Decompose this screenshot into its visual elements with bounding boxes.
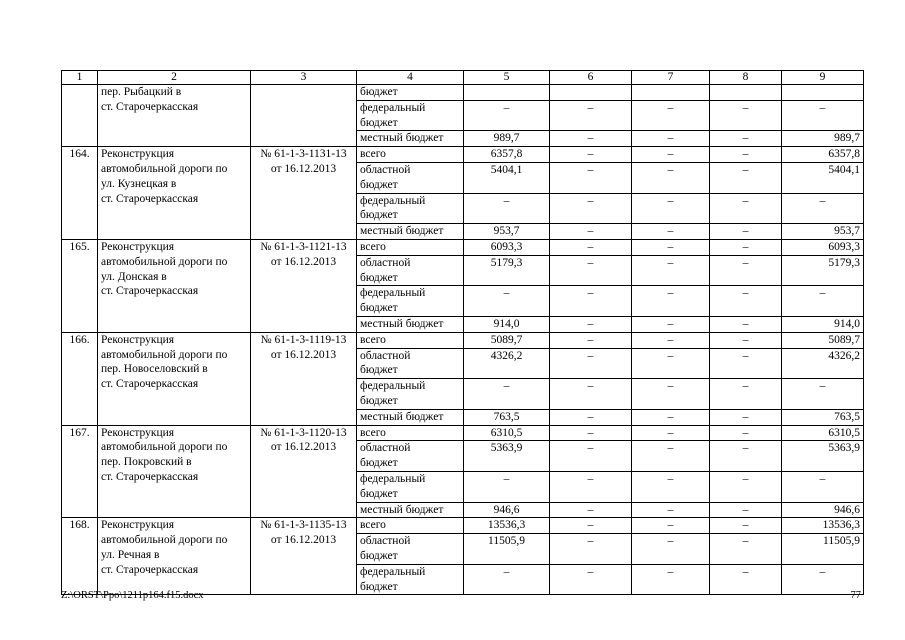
value-cell: 6310,5 (782, 425, 864, 441)
budget-type-line: областной (360, 535, 411, 548)
file-path: Z:\ORST\Ppo\1211p164.f15.docx (61, 590, 204, 601)
budget-type-line: бюджет (360, 302, 398, 315)
value-cell: 763,5 (782, 409, 864, 425)
budget-type-cell: местный бюджет (357, 224, 464, 240)
object-name-line: Реконструкция (101, 240, 175, 253)
budget-type-cell: всего (357, 332, 464, 348)
value-cell: 946,6 (464, 502, 550, 518)
dash-cell: – (710, 316, 782, 332)
budget-type-line: бюджет (360, 487, 398, 500)
budget-type-cell: всего (357, 518, 464, 534)
budget-type-cell (357, 255, 464, 286)
header-row (62, 71, 864, 85)
object-name-line: ст. Старочеркасская (101, 470, 199, 483)
row-number-cell: 167. (62, 425, 98, 518)
dash-cell: – (710, 518, 782, 534)
dash-cell: – (710, 425, 782, 441)
object-name-line: Реконструкция (101, 148, 175, 161)
dash-cell: – (464, 379, 550, 410)
dash-cell: – (550, 471, 632, 502)
dash-cell: – (782, 379, 864, 410)
budget-type-line: федеральный (360, 194, 426, 207)
budget-type-line: бюджет (360, 271, 398, 284)
object-name-line: пер. Новоселовский в (101, 363, 208, 376)
dash-cell: – (710, 379, 782, 410)
value-cell: 11505,9 (782, 534, 864, 565)
dash-cell: – (464, 100, 550, 131)
value-cell: 6093,3 (464, 239, 550, 255)
dash-cell: – (710, 224, 782, 240)
dash-cell: – (550, 286, 632, 317)
object-name-line: Реконструкция (101, 519, 175, 532)
value-cell: 6093,3 (782, 239, 864, 255)
value-cell: 4326,2 (464, 348, 550, 379)
dash-cell: – (632, 332, 710, 348)
header-cell: 4 (357, 71, 464, 85)
value-cell (464, 85, 550, 101)
table-row (62, 85, 864, 101)
table-row (62, 425, 864, 441)
dash-cell: – (632, 534, 710, 565)
dash-cell: – (782, 286, 864, 317)
value-cell: 5179,3 (464, 255, 550, 286)
value-cell: 6310,5 (464, 425, 550, 441)
row-number-cell: 165. (62, 239, 98, 332)
document-line: от 16.12.2013 (270, 534, 337, 547)
table-row (62, 518, 864, 534)
object-name-line: ст. Старочеркасская (101, 285, 199, 298)
budget-type-cell: местный бюджет (357, 502, 464, 518)
dash-cell: – (550, 379, 632, 410)
row-number-cell: 166. (62, 332, 98, 425)
object-name-cell (98, 425, 251, 518)
object-name-cell (98, 85, 251, 147)
budget-type-line: федеральный (360, 472, 426, 485)
value-cell: 5404,1 (464, 162, 550, 193)
value-cell: 13536,3 (464, 518, 550, 534)
dash-cell: – (550, 409, 632, 425)
dash-cell: – (632, 255, 710, 286)
dash-cell: – (710, 193, 782, 224)
document-cell (251, 518, 357, 595)
dash-cell: – (782, 471, 864, 502)
dash-cell: – (710, 348, 782, 379)
page-number: 77 (850, 590, 861, 601)
object-name-line: Реконструкция (101, 333, 175, 346)
document-line: № 61-1-3-1121-13 (260, 240, 347, 253)
budget-type-cell (357, 379, 464, 410)
document-cell (251, 239, 357, 332)
dash-cell: – (710, 131, 782, 147)
dash-cell: – (632, 379, 710, 410)
value-cell: 5089,7 (464, 332, 550, 348)
header-cell: 9 (782, 71, 864, 85)
header-cell: 3 (251, 71, 357, 85)
dash-cell: – (550, 425, 632, 441)
dash-cell: – (550, 534, 632, 565)
header-cell: 2 (98, 71, 251, 85)
budget-type-line: областной (360, 256, 411, 269)
dash-cell: – (710, 471, 782, 502)
header-cell: 7 (632, 71, 710, 85)
dash-cell: – (464, 286, 550, 317)
dash-cell: – (710, 534, 782, 565)
dash-cell: – (550, 518, 632, 534)
object-name-line: пер. Рыбацкий в (101, 86, 182, 98)
object-name-line: ул. Кузнецкая в (101, 177, 177, 190)
dash-cell: – (550, 441, 632, 472)
object-name-cell (98, 147, 251, 240)
budget-type-cell (357, 193, 464, 224)
budget-type-cell (357, 162, 464, 193)
object-name-line: автомобильной дороги по (101, 441, 228, 454)
dash-cell: – (710, 409, 782, 425)
table-row (62, 239, 864, 255)
dash-cell: – (632, 162, 710, 193)
object-name-line: ст. Старочеркасская (101, 100, 199, 113)
budget-type-cell (357, 348, 464, 379)
object-name-cell (98, 239, 251, 332)
budget-type-line: бюджет (360, 209, 398, 222)
object-name-line: ст. Старочеркасская (101, 192, 199, 205)
document-line: от 16.12.2013 (270, 255, 337, 268)
object-name-line: ул. Речная в (101, 548, 160, 561)
value-cell: 11505,9 (464, 534, 550, 565)
budget-type-line: федеральный (360, 565, 426, 578)
document-line: от 16.12.2013 (270, 162, 337, 175)
dash-cell: – (632, 502, 710, 518)
dash-cell: – (550, 193, 632, 224)
document-cell (251, 85, 357, 147)
dash-cell: – (710, 255, 782, 286)
budget-type-cell (357, 534, 464, 565)
header-cell: 1 (62, 71, 98, 85)
object-name-line: пер. Покровский в (101, 456, 192, 469)
value-cell: 6357,8 (464, 147, 550, 163)
document-line: № 61-1-3-1119-13 (260, 333, 347, 346)
row-number-cell: 168. (62, 518, 98, 595)
budget-type-line: федеральный (360, 287, 426, 300)
dash-cell: – (632, 131, 710, 147)
value-cell: 6357,8 (782, 147, 864, 163)
dash-cell: – (782, 100, 864, 131)
value-cell (782, 85, 864, 101)
budget-type-line: бюджет (360, 364, 398, 377)
dash-cell: – (632, 425, 710, 441)
budget-type-cell: местный бюджет (357, 131, 464, 147)
dash-cell: – (710, 502, 782, 518)
dash-cell: – (464, 193, 550, 224)
dash-cell: – (632, 147, 710, 163)
object-name-line: Реконструкция (101, 426, 175, 439)
budget-type-cell: всего (357, 147, 464, 163)
header-cell: 5 (464, 71, 550, 85)
row-number-cell (62, 85, 98, 147)
value-cell: 914,0 (782, 316, 864, 332)
document-cell (251, 332, 357, 425)
dash-cell: – (632, 564, 710, 595)
dash-cell: – (782, 564, 864, 595)
dash-cell: – (710, 286, 782, 317)
object-name-cell (98, 332, 251, 425)
table-row (62, 147, 864, 163)
value-cell: 5363,9 (464, 441, 550, 472)
document-line: № 61-1-3-1120-13 (260, 426, 347, 439)
value-cell (550, 85, 632, 101)
budget-type-line: бюджет (360, 116, 398, 129)
value-cell: 4326,2 (782, 348, 864, 379)
value-cell: 946,6 (782, 502, 864, 518)
dash-cell: – (632, 316, 710, 332)
dash-cell: – (632, 100, 710, 131)
value-cell: 763,5 (464, 409, 550, 425)
dash-cell: – (632, 239, 710, 255)
budget-table (61, 70, 864, 595)
budget-type-line: областной (360, 442, 411, 455)
object-name-line: ст. Старочеркасская (101, 378, 199, 391)
dash-cell: – (550, 224, 632, 240)
dash-cell: – (710, 100, 782, 131)
row-number-cell: 164. (62, 147, 98, 240)
dash-cell: – (550, 502, 632, 518)
budget-type-cell: всего (357, 239, 464, 255)
document-cell (251, 147, 357, 240)
value-cell: 953,7 (464, 224, 550, 240)
object-name-line: ст. Старочеркасская (101, 563, 199, 576)
budget-type-cell: местный бюджет (357, 409, 464, 425)
value-cell: 914,0 (464, 316, 550, 332)
budget-type-cell: всего (357, 425, 464, 441)
dash-cell: – (782, 193, 864, 224)
dash-cell: – (464, 564, 550, 595)
budget-type-line: бюджет (360, 394, 398, 407)
budget-type-cell (357, 441, 464, 472)
dash-cell: – (710, 564, 782, 595)
value-cell: 5179,3 (782, 255, 864, 286)
budget-type-cell (357, 564, 464, 595)
budget-type-line: федеральный (360, 101, 426, 114)
dash-cell: – (632, 193, 710, 224)
value-cell: 989,7 (464, 131, 550, 147)
dash-cell: – (710, 332, 782, 348)
value-cell: 5363,9 (782, 441, 864, 472)
budget-type-cell (357, 471, 464, 502)
dash-cell: – (550, 564, 632, 595)
document-line: № 61-1-3-1131-13 (260, 148, 347, 161)
dash-cell: – (550, 239, 632, 255)
dash-cell: – (710, 239, 782, 255)
document-cell (251, 425, 357, 518)
budget-type-line: бюджет (360, 580, 398, 593)
value-cell: 5404,1 (782, 162, 864, 193)
budget-type-line: бюджет (360, 178, 398, 191)
value-cell (710, 85, 782, 101)
budget-type-line: областной (360, 349, 411, 362)
budget-type-cell: бюджет (357, 85, 464, 101)
object-name-line: автомобильной дороги по (101, 162, 228, 175)
dash-cell: – (464, 471, 550, 502)
value-cell: 13536,3 (782, 518, 864, 534)
budget-type-cell (357, 286, 464, 317)
document-line: от 16.12.2013 (270, 441, 337, 454)
dash-cell: – (550, 332, 632, 348)
budget-type-line: федеральный (360, 380, 426, 393)
dash-cell: – (550, 147, 632, 163)
budget-type-line: бюджет (360, 549, 398, 562)
dash-cell: – (550, 162, 632, 193)
budget-type-line: бюджет (360, 457, 398, 470)
dash-cell: – (632, 286, 710, 317)
budget-type-cell: местный бюджет (357, 316, 464, 332)
value-cell: 5089,7 (782, 332, 864, 348)
dash-cell: – (632, 224, 710, 240)
value-cell (632, 85, 710, 101)
dash-cell: – (632, 471, 710, 502)
object-name-line: автомобильной дороги по (101, 534, 228, 547)
table-row (62, 332, 864, 348)
dash-cell: – (550, 131, 632, 147)
dash-cell: – (632, 409, 710, 425)
document-line: от 16.12.2013 (270, 348, 337, 361)
dash-cell: – (710, 147, 782, 163)
dash-cell: – (710, 162, 782, 193)
dash-cell: – (710, 441, 782, 472)
document-line: № 61-1-3-1135-13 (260, 519, 347, 532)
dash-cell: – (632, 348, 710, 379)
value-cell: 989,7 (782, 131, 864, 147)
budget-type-cell (357, 100, 464, 131)
dash-cell: – (632, 441, 710, 472)
object-name-line: ул. Донская в (101, 270, 167, 283)
header-cell: 6 (550, 71, 632, 85)
dash-cell: – (632, 518, 710, 534)
dash-cell: – (550, 316, 632, 332)
dash-cell: – (550, 100, 632, 131)
object-name-line: автомобильной дороги по (101, 255, 228, 268)
budget-type-line: областной (360, 163, 411, 176)
header-cell: 8 (710, 71, 782, 85)
value-cell: 953,7 (782, 224, 864, 240)
object-name-cell (98, 518, 251, 595)
dash-cell: – (550, 255, 632, 286)
object-name-line: автомобильной дороги по (101, 348, 228, 361)
dash-cell: – (550, 348, 632, 379)
